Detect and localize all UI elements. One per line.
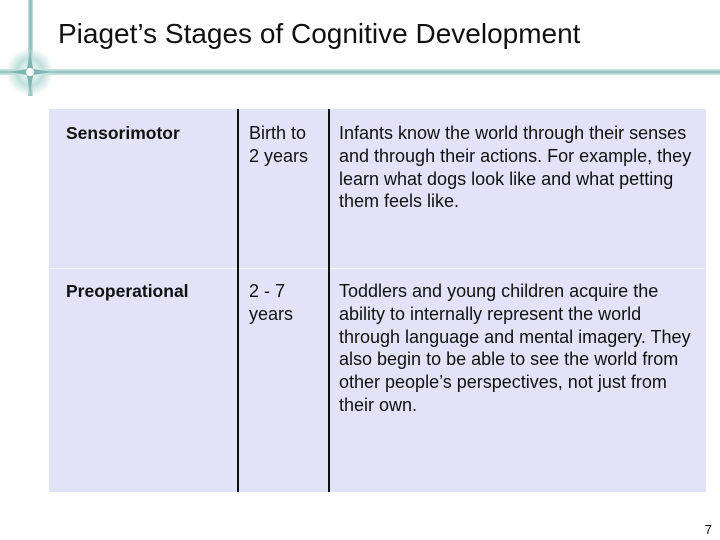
stage-name-cell: Preoperational: [66, 281, 189, 301]
age-line: 2 - 7: [249, 281, 286, 301]
stage-name-cell: Sensorimotor: [66, 123, 180, 143]
age-line: 2 years: [249, 145, 309, 166]
decorative-star-icon: [2, 44, 58, 100]
row-divider: [49, 268, 706, 269]
description-cell: Infants know the world through their senses and through their actions. For example, they learn what dogs look like and what petting them feels like.: [339, 123, 692, 212]
page-number: 7: [704, 522, 712, 537]
age-line: Birth to: [249, 123, 307, 143]
slide-title: Piaget’s Stages of Cognitive Development: [58, 18, 581, 49]
column-divider-1: [237, 109, 239, 492]
age-range-cell: [249, 280, 329, 326]
description-cell: Toddlers and young children acquire the ability to internally represent the world through language and mental imagery. They also begin to be able to see the world from other people’s perspectives, not just from their own.: [339, 281, 691, 415]
decorative-horizontal-line: [0, 69, 720, 75]
age-range-cell: [249, 122, 329, 168]
age-line: years: [249, 303, 294, 324]
